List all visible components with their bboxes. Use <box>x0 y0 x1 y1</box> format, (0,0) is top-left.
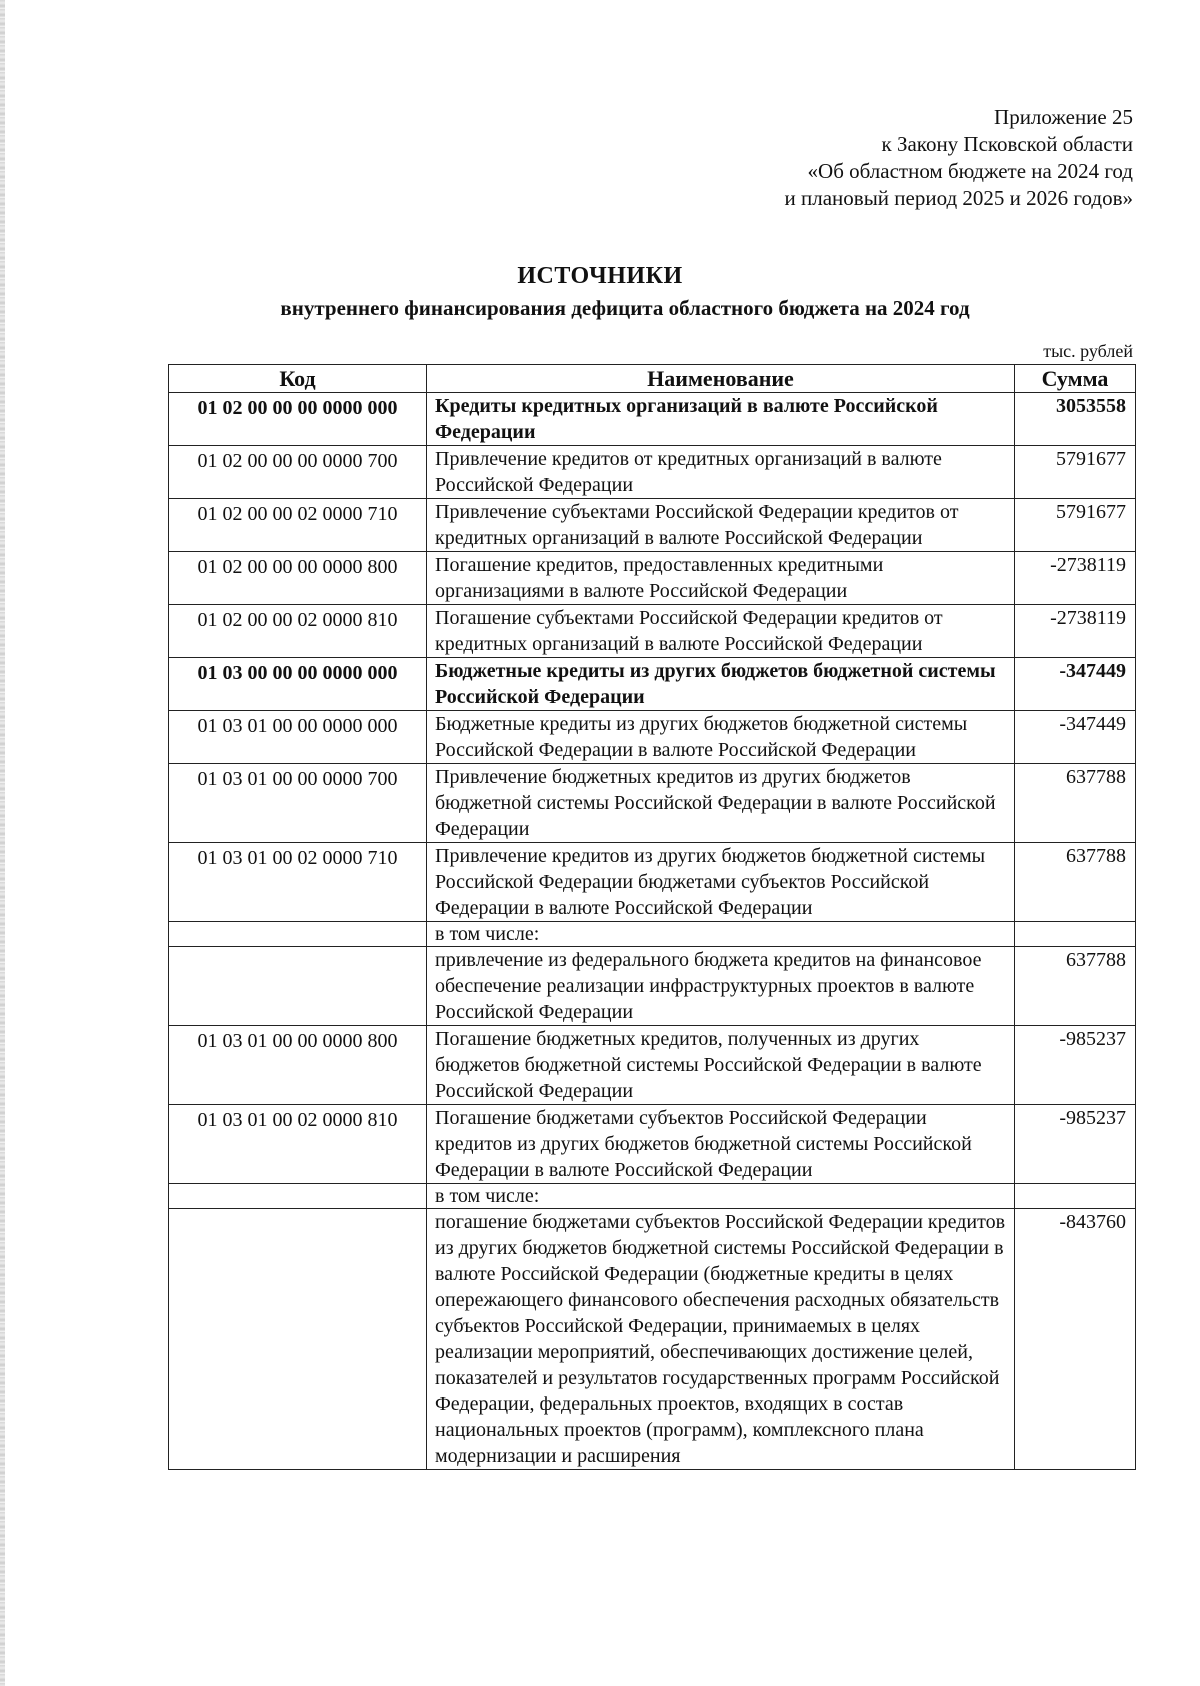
row-name: Погашение кредитов, предоставленных кредитными организациями в валюте Российской Федерации <box>427 552 1015 605</box>
table-row <box>169 1209 1136 1470</box>
row-sum: -2738119 <box>1015 552 1136 605</box>
row-name: Погашение субъектами Российской Федерации кредитов от кредитных организаций в валюте Российской Федерации <box>427 605 1015 658</box>
row-sum: -347449 <box>1015 711 1136 764</box>
row-name: Привлечение кредитов от кредитных организаций в валюте Российской Федерации <box>427 446 1015 499</box>
row-sum: 637788 <box>1015 947 1136 1026</box>
table-row <box>169 499 1136 552</box>
sources-table <box>168 364 1136 1470</box>
appendix-line-1: Приложение 25 <box>994 105 1133 129</box>
row-sum: -843760 <box>1015 1209 1136 1470</box>
row-name: в том числе: <box>427 1184 1015 1209</box>
row-name: погашение бюджетами субъектов Российской Федерации кредитов из других бюджетов бюджетной системы Российской Федерации в валюте Российской Федерации (бюджетные кредиты в целях опережающего финансового обеспечения расходных обязательств субъектов Российской Федерации, принимаемых в целях реализации мероприятий, обеспечивающих достижение целей, показателей и результатов государственных программ Российской Федерации, федеральных проектов, входящих в состав национальных проектов (программ), комплексного плана модернизации и расширения <box>427 1209 1015 1470</box>
table-row <box>169 922 1136 947</box>
row-name: Бюджетные кредиты из других бюджетов бюджетной системы Российской Федерации <box>427 658 1015 711</box>
row-code <box>169 922 427 947</box>
row-sum: -985237 <box>1015 1026 1136 1105</box>
scan-edge <box>0 0 5 1686</box>
row-name: Привлечение субъектами Российской Федерации кредитов от кредитных организаций в валюте Российской Федерации <box>427 499 1015 552</box>
table-row <box>169 1184 1136 1209</box>
row-code: 01 02 00 00 00 0000 000 <box>169 393 427 446</box>
table-row <box>169 393 1136 446</box>
table-row <box>169 947 1136 1026</box>
header-name: Наименование <box>427 365 1015 393</box>
row-code: 01 03 01 00 00 0000 700 <box>169 764 427 843</box>
table-body <box>169 393 1136 1470</box>
row-code <box>169 1209 427 1470</box>
row-name: в том числе: <box>427 922 1015 947</box>
row-code: 01 03 01 00 00 0000 000 <box>169 711 427 764</box>
row-name: Привлечение бюджетных кредитов из других бюджетов бюджетной системы Российской Федерации в валюте Российской Федерации <box>427 764 1015 843</box>
row-name: Кредиты кредитных организаций в валюте Российской Федерации <box>427 393 1015 446</box>
table-row <box>169 552 1136 605</box>
row-sum: 5791677 <box>1015 446 1136 499</box>
document-title <box>0 262 1200 322</box>
row-name: Погашение бюджетами субъектов Российской Федерации кредитов из других бюджетов бюджетной системы Российской Федерации в валюте Российской Федерации <box>427 1105 1015 1184</box>
table-row <box>169 711 1136 764</box>
table-row <box>169 446 1136 499</box>
row-code: 01 02 00 00 02 0000 810 <box>169 605 427 658</box>
title-subheading: внутреннего финансирования дефицита областного бюджета на 2024 год <box>280 296 970 320</box>
row-sum: 5791677 <box>1015 499 1136 552</box>
row-sum: 637788 <box>1015 843 1136 922</box>
row-code: 01 02 00 00 00 0000 700 <box>169 446 427 499</box>
row-sum <box>1015 922 1136 947</box>
header-code: Код <box>169 365 427 393</box>
table-row <box>169 843 1136 922</box>
row-code: 01 02 00 00 02 0000 710 <box>169 499 427 552</box>
row-name: Бюджетные кредиты из других бюджетов бюджетной системы Российской Федерации в валюте Российской Федерации <box>427 711 1015 764</box>
table-row <box>169 1026 1136 1105</box>
row-name: привлечение из федерального бюджета кредитов на финансовое обеспечение реализации инфраструктурных проектов в валюте Российской Федерации <box>427 947 1015 1026</box>
table-row <box>169 1105 1136 1184</box>
table-header-row <box>169 365 1136 393</box>
row-code: 01 03 01 00 02 0000 810 <box>169 1105 427 1184</box>
appendix-header <box>785 104 1133 212</box>
header-sum: Сумма <box>1015 365 1136 393</box>
row-code: 01 02 00 00 00 0000 800 <box>169 552 427 605</box>
row-code: 01 03 01 00 02 0000 710 <box>169 843 427 922</box>
row-sum: 3053558 <box>1015 393 1136 446</box>
table-row <box>169 658 1136 711</box>
row-code: 01 03 01 00 00 0000 800 <box>169 1026 427 1105</box>
appendix-line-2: к Закону Псковской области <box>881 132 1133 156</box>
row-code <box>169 1184 427 1209</box>
table-row <box>169 764 1136 843</box>
row-code <box>169 947 427 1026</box>
row-sum <box>1015 1184 1136 1209</box>
unit-label: тыс. рублей <box>1043 341 1133 361</box>
row-name: Погашение бюджетных кредитов, полученных из других бюджетов бюджетной системы Российской Федерации в валюте Российской Федерации <box>427 1026 1015 1105</box>
appendix-line-3: «Об областном бюджете на 2024 год <box>807 159 1133 183</box>
row-sum: 637788 <box>1015 764 1136 843</box>
row-sum: -347449 <box>1015 658 1136 711</box>
row-sum: -985237 <box>1015 1105 1136 1184</box>
table-row <box>169 605 1136 658</box>
row-name: Привлечение кредитов из других бюджетов бюджетной системы Российской Федерации бюджетами субъектов Российской Федерации в валюте Российской Федерации <box>427 843 1015 922</box>
row-sum: -2738119 <box>1015 605 1136 658</box>
row-code: 01 03 00 00 00 0000 000 <box>169 658 427 711</box>
title-heading: ИСТОЧНИКИ <box>517 263 683 289</box>
appendix-line-4: и плановый период 2025 и 2026 годов» <box>784 186 1133 210</box>
